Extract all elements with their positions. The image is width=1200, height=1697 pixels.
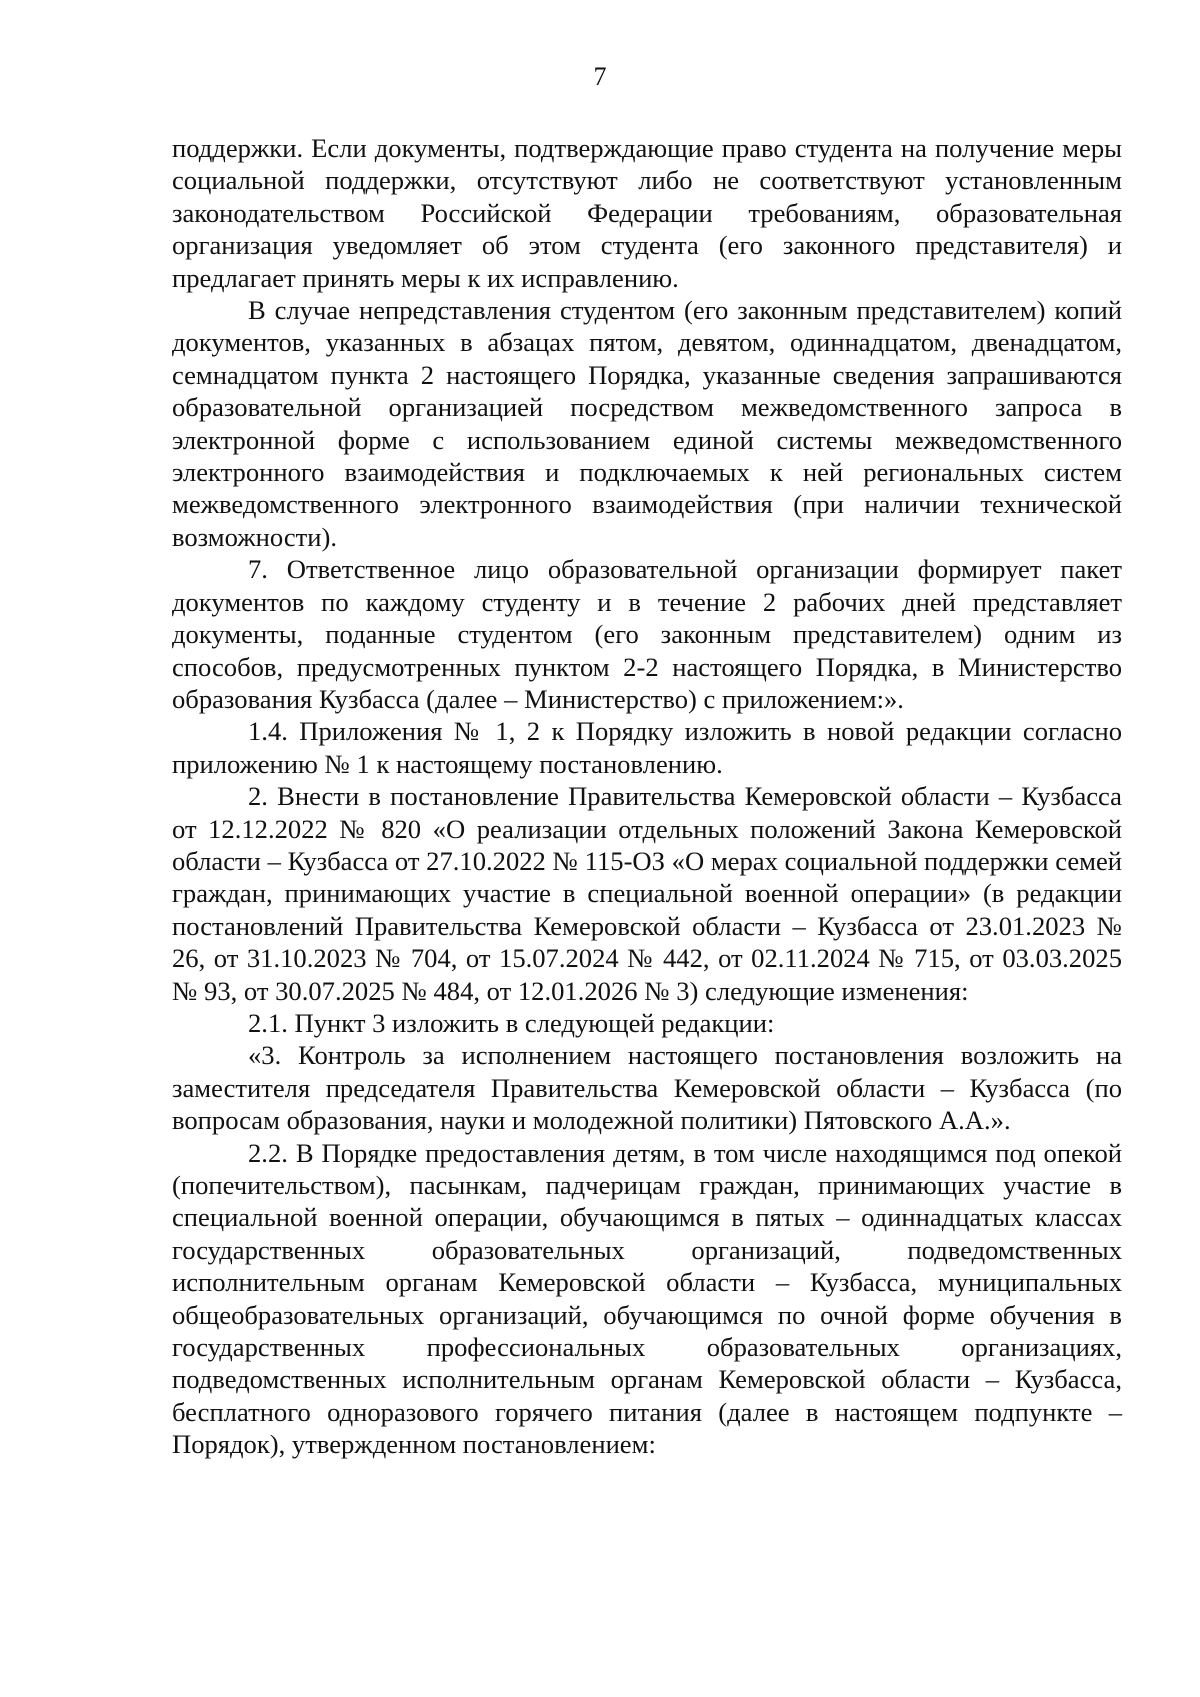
document-body <box>172 132 1122 1461</box>
page-number: 7 <box>593 62 607 91</box>
paragraph-quoted-item-3: «3. Контроль за исполнением настоящего постановления возложить на заместителя председателя Правительства Кемеровской области – Кузбасса (по вопросам образования, науки и молодежной политики) Пятовского А.А.». <box>172 1040 1122 1136</box>
paragraph-item-1-4: 1.4. Приложения № 1, 2 к Порядку изложить в новой редакции согласно приложению № 1 к настоящему постановлению. <box>172 716 1122 779</box>
paragraph-item-2-2: 2.2. В Порядке предоставления детям, в том числе находящимся под опекой (попечительством), пасынкам, падчерицам граждан, принимающих участие в специальной военной операции, обучающимся в пятых – одиннадцатых классах государственных образовательных организаций, подведомственных исполнительным органам Кемеровской области – Кузбасса, муниципальных общеобразовательных организаций, обучающимся по очной форме обучения в государственных профессиональных образовательных организациях, подведомственных исполнительным органам Кемеровской области – Кузбасса, бесплатного одноразового горячего питания (далее в настоящем подпункте – Порядок), утвержденном постановлением: <box>172 1137 1122 1460</box>
paragraph-continuation: поддержки. Если документы, подтверждающие право студента на получение меры социальной поддержки, отсутствуют либо не соответствуют установленным законодательством Российской Федерации требованиям, образовательная организация уведомляет об этом студента (его законного представителя) и предлагает принять меры к их исправлению. <box>172 133 1122 293</box>
paragraph-item-2: 2. Внести в постановление Правительства Кемеровской области – Кузбасса от 12.12.2022 № 820 «О реализации отдельных положений Закона Кемеровской области – Кузбасса от 27.10.2022 № 115-ОЗ «О мерах социальной поддержки семей граждан, принимающих участие в специальной военной операции» (в редакции постановлений Правительства Кемеровской области – Кузбасса от 23.01.2023 № 26, от 31.10.2023 № 704, от 15.07.2024 № 442, от 02.11.2024 № 715, от 03.03.2025 № 93, от 30.07.2025 № 484, от 12.01.2026 № 3) следующие изменения: <box>172 781 1122 1006</box>
paragraph-item-7: 7. Ответственное лицо образовательной организации формирует пакет документов по каждому студенту и в течение 2 рабочих дней представляет документы, поданные студентом (его законным представителем) одним из способов, предусмотренных пунктом 2-2 настоящего Порядка, в Министерство образования Кузбасса (далее – Министерство) с приложением:». <box>172 554 1122 714</box>
paragraph-item-2-1: 2.1. Пункт 3 изложить в следующей редакции: <box>248 1007 775 1038</box>
paragraph-interagency-request: В случае непредставления студентом (его законным представителем) копий документов, указанных в абзацах пятом, девятом, одиннадцатом, двенадцатом, семнадцатом пункта 2 настоящего Порядка, указанные сведения запрашиваются образовательной организацией посредством межведомственного запроса в электронной форме с использованием единой системы межведомственного электронного взаимодействия и подключаемых к ней региональных систем межведомственного электронного взаимодействия (при наличии технической возможности). <box>172 295 1122 552</box>
